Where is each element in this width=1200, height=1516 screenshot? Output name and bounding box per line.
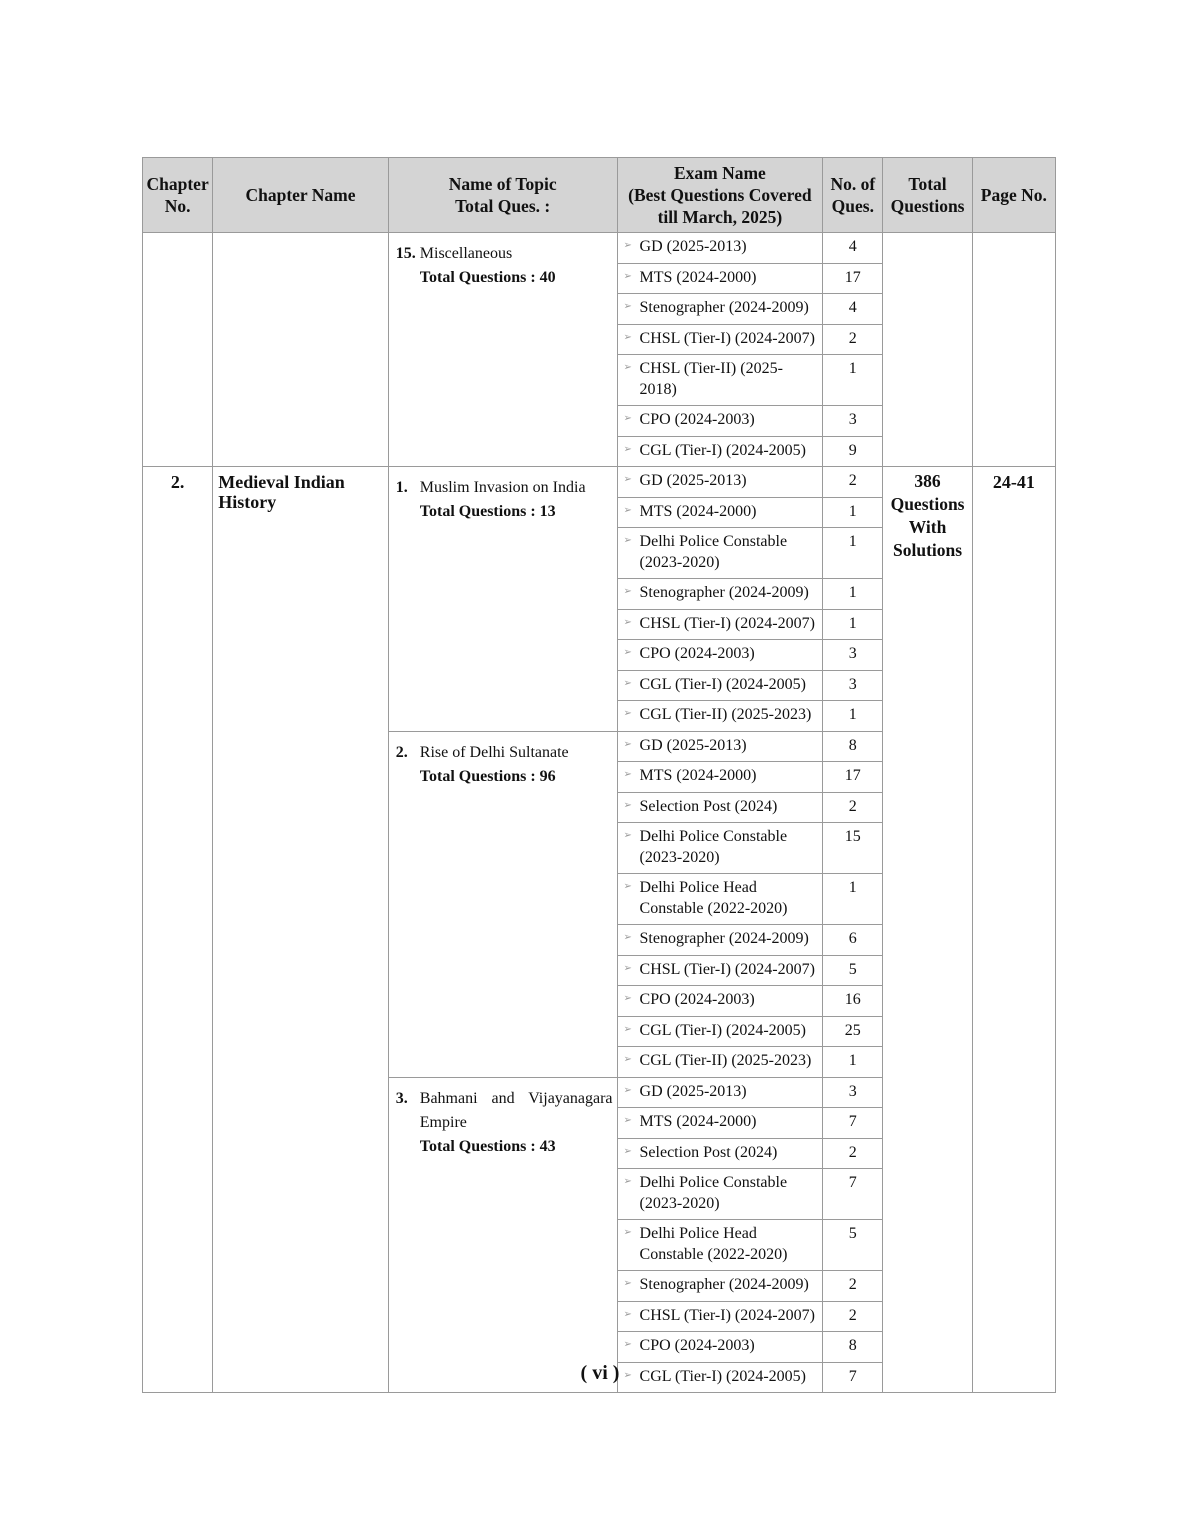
topic-title: Miscellaneous [419,245,513,262]
exam-count: 17 [823,762,883,793]
arrow-bullet-icon: ➢ [623,504,632,516]
exam-name: Delhi Police Constable (2023-2020) [639,828,788,866]
topic-heading [396,1087,613,1111]
exam-name: Delhi Police Head Constable (2022-2020) [639,879,788,917]
header-topic-line1: Name of Topic [448,174,557,194]
exam-name-cell [617,528,823,579]
arrow-bullet-icon: ➢ [623,331,632,343]
topic-heading [396,476,613,500]
exam-count: 8 [823,1332,883,1363]
header-page-no: Page No. [972,158,1055,233]
exam-name: CPO (2024-2003) [639,1337,755,1354]
exam-name-cell [617,436,823,467]
exam-name-cell [617,1271,823,1302]
arrow-bullet-icon: ➢ [623,270,632,282]
exam-name: CGL (Tier-I) (2024-2005) [639,1367,806,1385]
arrow-bullet-icon: ➢ [623,1339,632,1350]
topic-title: Bahmani and Vijayanagara [419,1089,613,1107]
table-body [143,233,1056,1393]
exam-name: GD (2025-2013) [639,238,747,255]
exam-name-cell [617,1077,823,1108]
exam-count: 1 [823,355,883,406]
topic-title: Rise of Delhi Sultanate [419,743,569,761]
arrow-bullet-icon: ➢ [623,708,632,719]
exam-name-cell [617,1220,823,1271]
arrow-bullet-icon: ➢ [623,1308,632,1320]
exam-count: 2 [823,1301,883,1332]
exam-name-cell [617,640,823,671]
exam-count: 7 [823,1169,883,1220]
exam-count: 6 [823,925,883,956]
topic-number: 1. [395,479,408,496]
topic-total: Total Questions : 43 [419,1137,556,1155]
arrow-bullet-icon: ➢ [623,647,632,658]
exam-count: 25 [823,1016,883,1047]
header-exam-line2: (Best Questions Covered [628,185,812,205]
exam-count: 5 [823,1220,883,1271]
arrow-bullet-icon: ➢ [623,586,632,597]
exam-name-cell [617,579,823,610]
contents-table [142,157,1056,1393]
topic-total: Total Questions : 13 [419,503,556,520]
topic-total: Total Questions : 40 [419,269,556,286]
total-questions-line: With [908,517,947,537]
header-total-questions: Total Questions [883,158,972,233]
topic-cell [388,233,617,467]
topic-number: 2. [395,743,408,761]
exam-name-cell [617,406,823,437]
exam-name: CGL (Tier-II) (2025-2023) [639,706,812,723]
exam-name: CHSL (Tier-I) (2024-2007) [639,960,815,978]
exam-name-cell [617,701,823,732]
exam-name: Selection Post (2024) [639,1143,778,1161]
arrow-bullet-icon: ➢ [623,799,632,811]
header-exam-line1: Exam Name [673,163,766,183]
arrow-bullet-icon: ➢ [623,474,632,485]
exam-name: GD (2025-2013) [639,472,747,489]
exam-count: 1 [823,579,883,610]
exam-name: MTS (2024-2000) [639,502,757,520]
exam-name-cell [617,823,823,874]
exam-name: CHSL (Tier-I) (2024-2007) [639,1306,815,1324]
arrow-bullet-icon: ➢ [623,1115,632,1126]
exam-name: GD (2025-2013) [639,736,747,754]
exam-name-cell [617,986,823,1017]
topic-heading [396,741,613,765]
chapter-page-range: 24-41 [972,467,1055,1393]
exam-name: CPO (2024-2003) [639,411,755,428]
arrow-bullet-icon: ➢ [623,993,632,1004]
arrow-bullet-icon: ➢ [623,769,632,780]
exam-count: 3 [823,640,883,671]
exam-name-cell [617,1016,823,1047]
chapter-number: 2. [143,467,213,1393]
exam-name: Stenographer (2024-2009) [639,584,809,601]
exam-name-cell [617,1138,823,1169]
exam-name-cell [617,1301,823,1332]
arrow-bullet-icon: ➢ [623,738,632,750]
exam-name: CHSL (Tier-I) (2024-2007) [639,614,815,632]
exam-name: Stenographer (2024-2009) [639,299,809,316]
arrow-bullet-icon: ➢ [623,1054,632,1065]
exam-name: CGL (Tier-I) (2024-2005) [639,1021,806,1039]
arrow-bullet-icon: ➢ [623,1369,632,1381]
arrow-bullet-icon: ➢ [623,413,632,424]
exam-name-cell [617,762,823,793]
header-exam [617,158,823,233]
exam-name: Stenographer (2024-2009) [639,930,809,947]
exam-name: CGL (Tier-II) (2025-2023) [639,1052,812,1069]
exam-name-cell [617,731,823,762]
exam-count: 2 [823,324,883,355]
exam-count: 7 [823,1108,883,1139]
exam-count: 5 [823,955,883,986]
exam-name-cell [617,1047,823,1078]
arrow-bullet-icon: ➢ [623,962,632,974]
exam-name-cell [617,355,823,406]
exam-count: 16 [823,986,883,1017]
arrow-bullet-icon: ➢ [623,362,632,373]
arrow-bullet-icon: ➢ [623,932,632,943]
chapter-no-cell-empty [143,233,213,467]
arrow-bullet-icon: ➢ [623,1023,632,1035]
exam-count: 4 [823,233,883,264]
exam-count: 4 [823,294,883,325]
topic-title-cont: Empire [419,1113,467,1131]
page-no-cell-empty [972,233,1055,467]
topic-cell [388,731,617,1077]
topic-cell [388,1077,617,1393]
topic-heading-cont [396,1111,613,1135]
exam-name-cell [617,792,823,823]
exam-count: 3 [823,406,883,437]
exam-count: 15 [823,823,883,874]
exam-name: Delhi Police Constable (2023-2020) [639,1174,788,1212]
arrow-bullet-icon: ➢ [623,677,632,689]
exam-count: 1 [823,497,883,528]
exam-name: CGL (Tier-I) (2024-2005) [639,675,806,693]
exam-count: 1 [823,874,883,925]
exam-name: CGL (Tier-I) (2024-2005) [639,441,806,459]
exam-count: 1 [823,528,883,579]
arrow-bullet-icon: ➢ [623,1145,632,1157]
header-exam-line3: till March, 2025) [657,207,783,227]
exam-count: 3 [823,670,883,701]
chapter-name-cell-empty [213,233,389,467]
total-questions-line: Questions [890,494,965,514]
exam-name-cell [617,233,823,264]
exam-name: GD (2025-2013) [639,1082,747,1100]
exam-name-cell [617,1169,823,1220]
exam-name-cell [617,294,823,325]
exam-count: 9 [823,436,883,467]
exam-name: CPO (2024-2003) [639,645,755,662]
exam-name-cell [617,609,823,640]
header-chapter-name: Chapter Name [213,158,389,233]
exam-name: CPO (2024-2003) [639,991,755,1008]
arrow-bullet-icon: ➢ [623,1084,632,1096]
arrow-bullet-icon: ➢ [623,616,632,628]
exam-name-cell [617,263,823,294]
exam-name-cell [617,324,823,355]
chapter-name: Medieval Indian History [213,467,389,1393]
exam-name: Selection Post (2024) [639,797,778,815]
header-topic-line2: Total Ques. : [455,196,551,216]
exam-name-cell [617,955,823,986]
exam-count: 2 [823,467,883,498]
topic-number: 3. [395,1089,408,1107]
topic-heading [396,242,613,266]
topic-title: Muslim Invasion on India [419,479,586,496]
exam-count: 1 [823,1047,883,1078]
arrow-bullet-icon: ➢ [623,1227,632,1238]
exam-count: 8 [823,731,883,762]
exam-name: MTS (2024-2000) [639,1113,757,1130]
exam-count: 1 [823,701,883,732]
header-topic [388,158,617,233]
exam-name-cell [617,874,823,925]
arrow-bullet-icon: ➢ [623,443,632,455]
exam-name-cell [617,497,823,528]
arrow-bullet-icon: ➢ [623,881,632,892]
exam-count: 7 [823,1362,883,1393]
arrow-bullet-icon: ➢ [623,535,632,546]
exam-count: 2 [823,1271,883,1302]
table-row [143,467,1056,498]
chapter-total-questions [883,467,972,1393]
exam-name: CHSL (Tier-I) (2024-2007) [639,329,815,347]
topic-cell [388,467,617,732]
exam-count: 1 [823,609,883,640]
table-row [143,233,1056,264]
arrow-bullet-icon: ➢ [623,830,632,841]
exam-name-cell [617,1108,823,1139]
exam-count: 2 [823,1138,883,1169]
exam-name-cell [617,467,823,498]
topic-total: Total Questions : 96 [419,767,556,785]
arrow-bullet-icon: ➢ [623,301,632,312]
header-chapter-no: Chapter No. [143,158,213,233]
arrow-bullet-icon: ➢ [623,240,632,251]
exam-name: Stenographer (2024-2009) [639,1276,809,1293]
exam-name: Delhi Police Head Constable (2022-2020) [639,1225,788,1263]
total-questions-line: Solutions [893,540,963,560]
page-number: ( vi ) [580,1362,620,1384]
total-questions-line: 386 [914,471,941,491]
exam-count: 3 [823,1077,883,1108]
exam-name: Delhi Police Constable (2023-2020) [639,533,788,571]
exam-count: 2 [823,792,883,823]
arrow-bullet-icon: ➢ [623,1278,632,1289]
exam-count: 17 [823,263,883,294]
exam-name-cell [617,1332,823,1363]
exam-name: CHSL (Tier-II) (2025-2018) [639,360,783,398]
exam-name-cell [617,670,823,701]
topic-number: 15. [395,245,416,262]
arrow-bullet-icon: ➢ [623,1176,632,1187]
exam-name-cell [617,925,823,956]
total-questions-cell-empty [883,233,972,467]
exam-name: MTS (2024-2000) [639,767,757,784]
exam-name: MTS (2024-2000) [639,268,757,286]
table-header [143,158,1056,233]
header-no-of-ques: No. of Ques. [823,158,883,233]
